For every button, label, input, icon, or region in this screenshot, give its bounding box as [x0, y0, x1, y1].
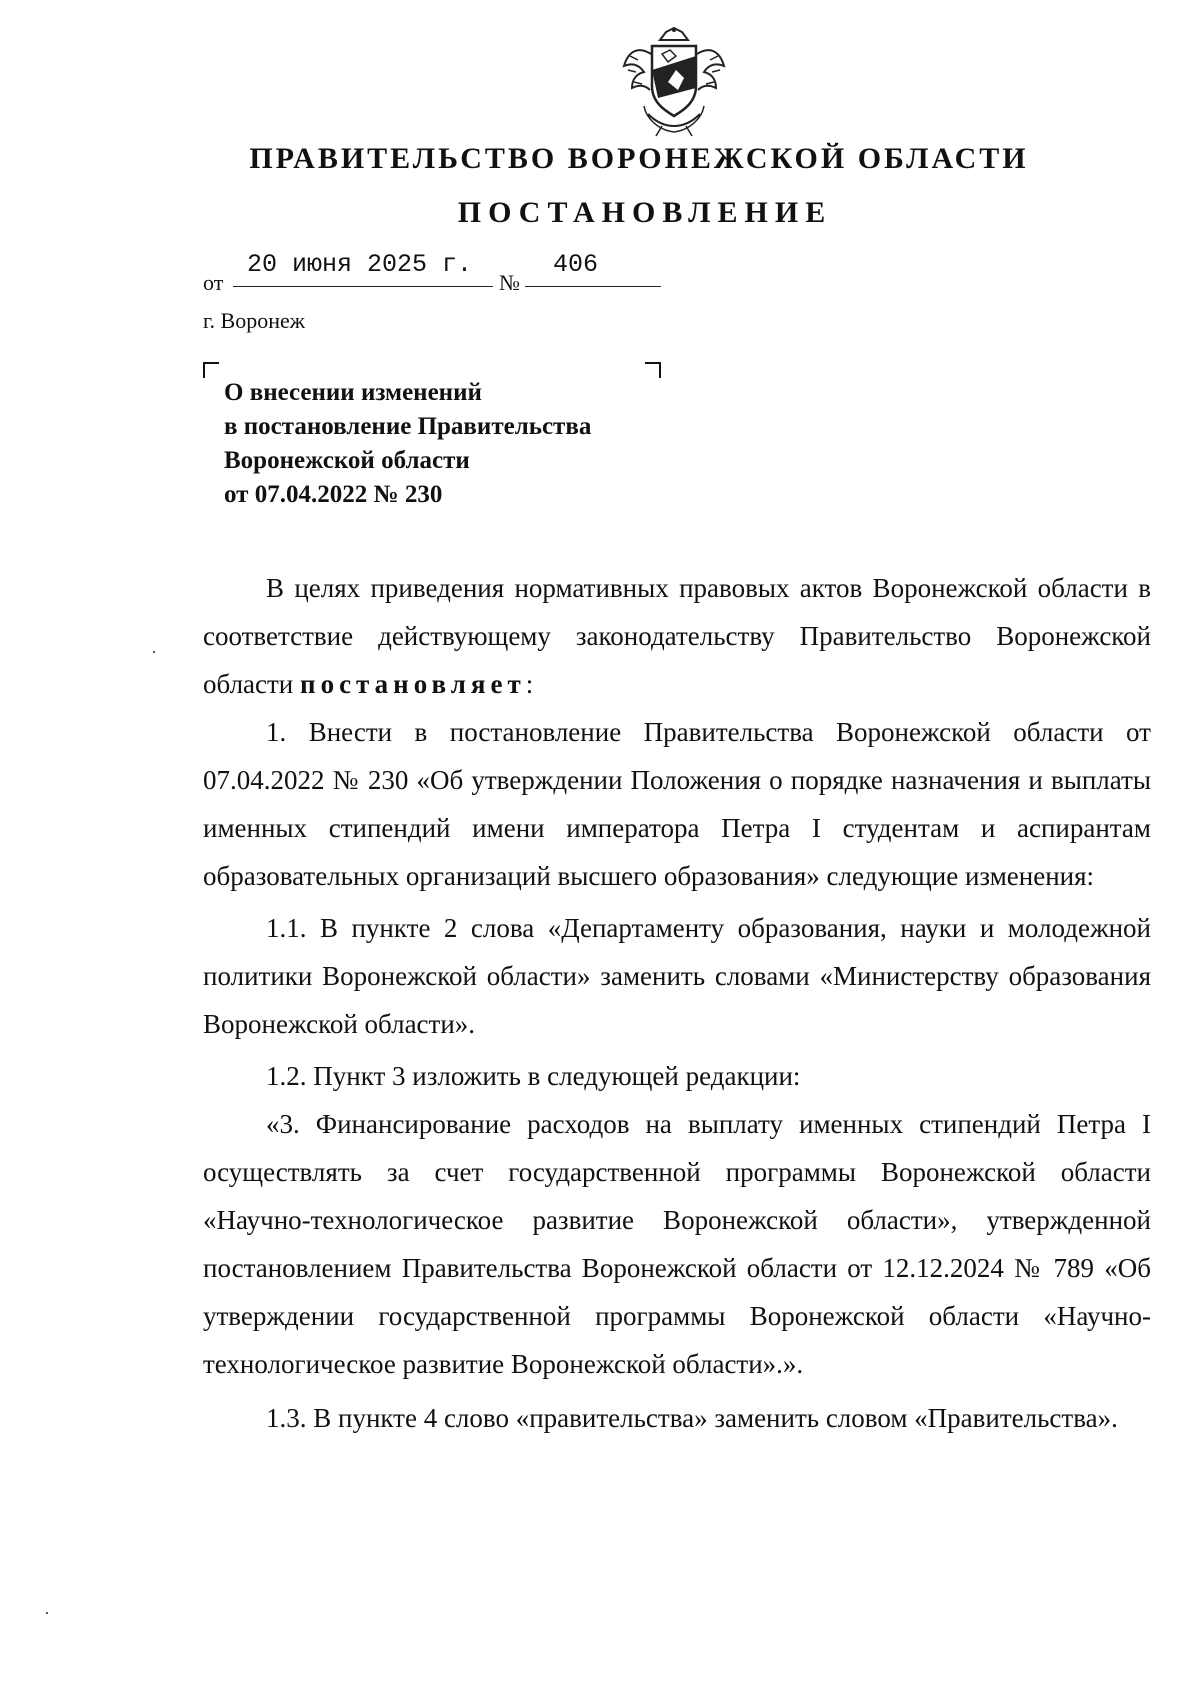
- number-label: №: [499, 270, 520, 295]
- document-body: [203, 564, 1151, 1442]
- item-1-3-paragraph: 1.3. В пункте 4 слово «правительства» заменить словом «Правительства».: [266, 1403, 1118, 1433]
- subject-line: в постановление Правительства: [224, 413, 592, 440]
- item-1-paragraph: 1. Внести в постановление Правительства Воронежской области от 07.04.2022 № 230 «Об утверждении Положения о порядке назначения и выплаты именных стипендий имени императора Петра I студентам и аспирантам образовательных организаций высшего образования» следующие изменения:: [203, 717, 1151, 891]
- scan-speck: [153, 651, 155, 653]
- subject-corner-left: [203, 362, 219, 378]
- subject-line: от 07.04.2022 № 230: [224, 481, 443, 508]
- government-title: ПРАВИТЕЛЬСТВО ВОРОНЕЖСКОЙ ОБЛАСТИ: [249, 142, 1029, 175]
- preamble-end: :: [525, 669, 534, 699]
- number-field: [525, 248, 661, 287]
- item-1-2-quote-paragraph: «3. Финансирование расходов на выплату именных стипендий Петра I осуществлять за счет государственной программы Воронежской области «Научно-технологическое развитие Воронежской области», утвержденной постановлением Правительства Воронежской области от 12.12.2024 № 789 «Об утверждении государственной программы Воронежской области «Научно-технологическое развитие Воронежской области».».: [203, 1109, 1151, 1379]
- date-field: [233, 248, 493, 287]
- city: г. Воронеж: [203, 308, 305, 333]
- subject-corner-right: [645, 362, 661, 378]
- scan-speck: [46, 1612, 48, 1614]
- document-subject: [224, 376, 591, 512]
- document-type: ПОСТАНОВЛЕНИЕ: [457, 196, 833, 229]
- item-1-1-paragraph: 1.1. В пункте 2 слова «Департаменту образования, науки и молодежной политики Воронежской области» заменить словами «Министерству образования Воронежской области».: [203, 913, 1151, 1039]
- coat-of-arms-icon: [618, 26, 730, 138]
- document-date: 20 июня 2025 г.: [247, 250, 473, 279]
- preamble-paragraph: [203, 564, 1151, 708]
- document-number: 406: [553, 250, 599, 279]
- date-label: от: [203, 270, 224, 295]
- preamble-text: В целях приведения нормативных правовых актов Воронежской области в соответствие действующему законодательству Правительство Воронежской области: [203, 573, 1151, 699]
- item-1-2-paragraph: 1.2. Пункт 3 изложить в следующей редакции:: [266, 1061, 801, 1091]
- subject-line: О внесении изменений: [224, 379, 482, 406]
- resolves-word: постановляет: [300, 669, 526, 699]
- subject-line: Воронежской области: [224, 447, 470, 474]
